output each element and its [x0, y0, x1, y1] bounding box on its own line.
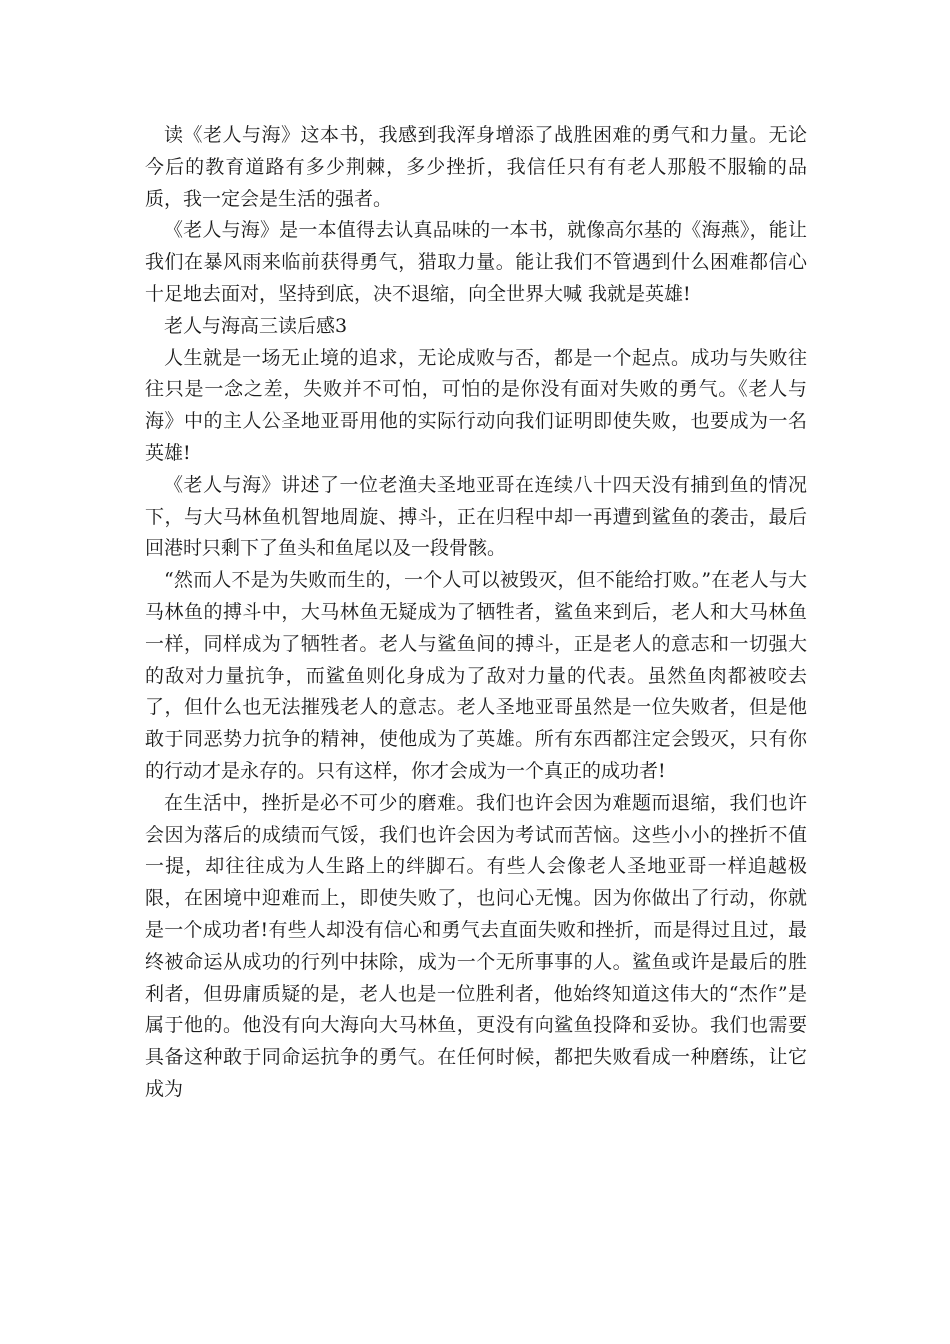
document-body — [145, 120, 807, 1106]
paragraph: 《老人与海》是一本值得去认真品味的一本书，就像高尔基的《海燕》，能让我们在暴风雨来临前获得勇气，猎取力量。能让我们不管遇到什么困难都信心十足地去面对，坚持到底，决不退缩，向全世界大喊 我就是英雄! — [145, 219, 807, 305]
paragraph: 人生就是一场无止境的追求，无论成败与否，都是一个起点。成功与失败往往只是一念之差，失败并不可怕，可怕的是你没有面对失败的勇气。《老人与海》中的主人公圣地亚哥用他的实际行动向我们证明即使失败，也要成为一名英雄! — [145, 346, 807, 464]
paragraph: 读《老人与海》这本书，我感到我浑身增添了战胜困难的勇气和力量。无论今后的教育道路有多少荆棘，多少挫折，我信任只有有老人那般不服输的品质，我一定会是生活的强者。 — [145, 124, 807, 210]
paragraph: “然而人不是为失败而生的，一个人可以被毁灭，但不能给打败。”在老人与大马林鱼的搏斗中，大马林鱼无疑成为了牺牲者，鲨鱼来到后，老人和大马林鱼一样，同样成为了牺牲者。老人与鲨鱼间的搏斗，正是老人的意志和一切强大的敌对力量抗争，而鲨鱼则化身成为了敌对力量的代表。虽然鱼肉都被咬去了，但什么也无法摧残老人的意志。老人圣地亚哥虽然是一位失败者，但是他敢于同恶势力抗争的精神，使他成为了英雄。所有东西都注定会毁灭，只有你的行动才是永存的。只有这样，你才会成为一个真正的成功者! — [145, 569, 807, 782]
paragraph: 在生活中，挫折是必不可少的磨难。我们也许会因为难题而退缩，我们也许会因为落后的成绩而气馁，我们也许会因为考试而苦恼。这些小小的挫折不值一提，却往往成为人生路上的绊脚石。有些人会像老人圣地亚哥一样追越极限，在困境中迎难而上，即使失败了，也问心无愧。因为你做出了行动，你就是一个成功者!有些人却没有信心和勇气去直面失败和挫折，而是得过且过，最终被命运从成功的行列中抹除，成为一个无所事事的人。鲨鱼或许是最后的胜利者，但毋庸质疑的是，老人也是一位胜利者，他始终知道这伟大的“杰作”是属于他的。他没有向大海向大马林鱼，更没有向鲨鱼投降和妥协。我们也需要具备这种敢于同命运抗争的勇气。在任何时候，都把失败看成一种磨练，让它成为 — [145, 791, 807, 1100]
section-heading: 老人与海高三读后感3 — [164, 314, 348, 337]
paragraph: 《老人与海》讲述了一位老渔夫圣地亚哥在连续八十四天没有捕到鱼的情况下，与大马林鱼机智地周旋、搏斗，正在归程中却一再遭到鲨鱼的袭击，最后回港时只剩下了鱼头和鱼尾以及一段骨骸。 — [145, 473, 807, 560]
